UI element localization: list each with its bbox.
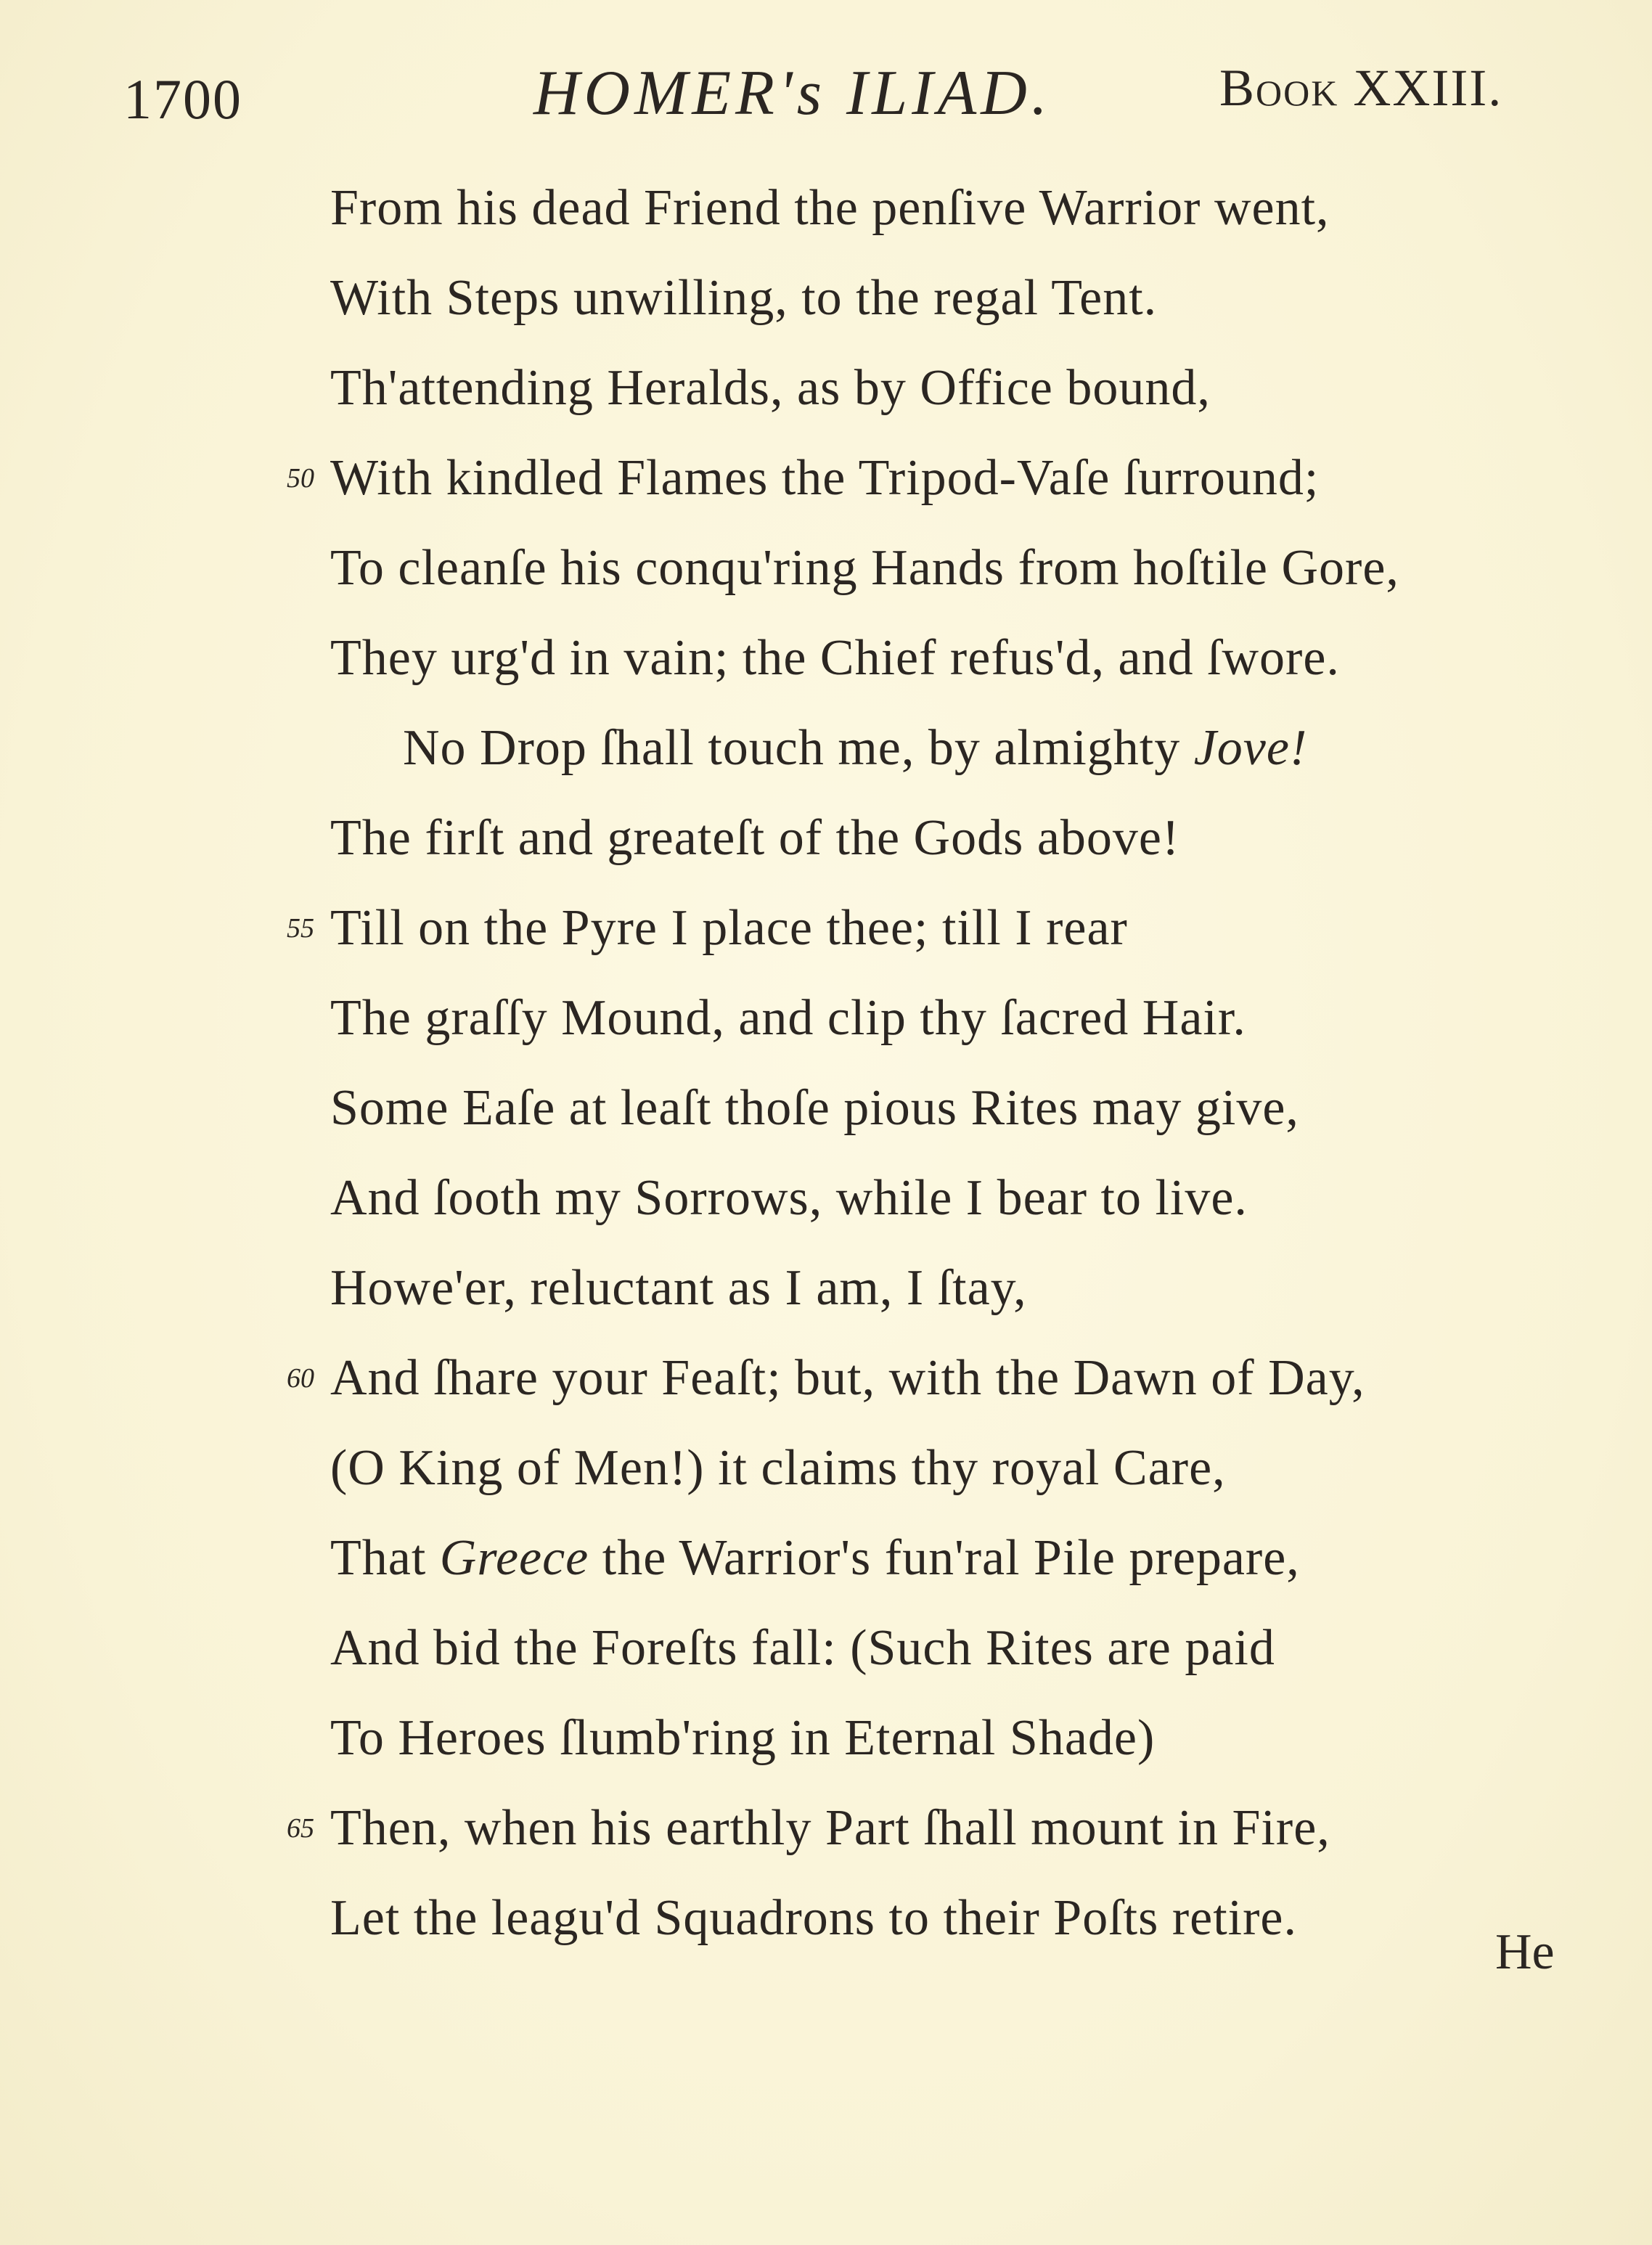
verse-line (330, 1333, 1365, 1423)
verse-line-text: No Drop ſhall touch me, by almighty (403, 720, 1194, 776)
line-number: 65 (287, 1813, 314, 1844)
verse-line (330, 433, 1319, 523)
line-number: 55 (287, 913, 314, 944)
verse-line (330, 1153, 1248, 1243)
verse-line-italic: Jove! (1193, 720, 1308, 776)
verse-line (330, 883, 1128, 973)
verse-line (330, 613, 1340, 703)
verse-line-text: The firſt and greateſt of the Gods above! (330, 810, 1180, 866)
verse-line-text: Then, when his earthly Part ſhall mount in Fire, (330, 1800, 1330, 1856)
verse-line (330, 973, 1246, 1063)
verse-line-text: Howe'er, reluctant as I am, I ſtay, (330, 1260, 1027, 1316)
verse-line-text: To cleanſe his conqu'ring Hands from hoſtile Gore, (330, 540, 1399, 596)
page-header (0, 51, 1652, 138)
line-number: 60 (287, 1363, 314, 1394)
verse-line (330, 1243, 1027, 1333)
running-title: HOMER's ILIAD. (533, 58, 1052, 128)
verse-line-text: From his dead Friend the penſive Warrior went, (330, 180, 1330, 236)
verse-line (330, 163, 1330, 253)
verse-line (330, 1513, 1300, 1603)
catchword: He (1495, 1924, 1555, 1980)
verse-line-text: The graſſy Mound, and clip thy ſacred Hair. (330, 990, 1246, 1046)
verse-line (330, 1783, 1330, 1873)
verse-line (330, 523, 1399, 613)
verse-line-text: (O King of Men!) it claims thy royal Care, (330, 1440, 1226, 1496)
verse-block (0, 163, 1652, 1963)
verse-line (330, 1063, 1299, 1153)
verse-line-text: With kindled Flames the Tripod-Vaſe ſurround; (330, 450, 1320, 506)
verse-line (403, 703, 1307, 793)
verse-line-italic: Greece (439, 1530, 589, 1586)
verse-line-text-after: the Warrior's fun'ral Pile prepare, (589, 1530, 1300, 1586)
verse-line (330, 793, 1179, 883)
verse-line-text: Till on the Pyre I place thee; till I rear (330, 900, 1128, 956)
verse-line (330, 1423, 1226, 1513)
verse-line-text: With Steps unwilling, to the regal Tent. (330, 270, 1158, 326)
verse-line (330, 1693, 1155, 1783)
verse-line-text: And bid the Foreſts fall: (Such Rites are paid (330, 1620, 1275, 1676)
verse-line (330, 1873, 1297, 1963)
book-label: Book XXIII. (1219, 59, 1503, 117)
verse-line-text: They urg'd in vain; the Chief refus'd, and ſwore. (330, 630, 1340, 686)
verse-line-text: And ſhare your Feaſt; but, with the Dawn of Day, (330, 1350, 1365, 1406)
verse-line-text: Some Eaſe at leaſt thoſe pious Rites may give, (330, 1080, 1299, 1136)
verse-line-text: That (330, 1530, 440, 1586)
verse-line (330, 343, 1211, 433)
verse-line-text: Let the leagu'd Squadrons to their Poſts retire. (330, 1890, 1297, 1946)
verse-line-text: To Heroes ſlumb'ring in Eternal Shade) (330, 1710, 1156, 1766)
verse-line (330, 1603, 1275, 1693)
verse-line (330, 253, 1157, 343)
page-number: 1700 (123, 68, 242, 131)
verse-line-text: Th'attending Heralds, as by Office bound, (330, 360, 1211, 416)
line-number: 50 (287, 463, 314, 494)
verse-line-text: And ſooth my Sorrows, while I bear to live. (330, 1170, 1248, 1226)
